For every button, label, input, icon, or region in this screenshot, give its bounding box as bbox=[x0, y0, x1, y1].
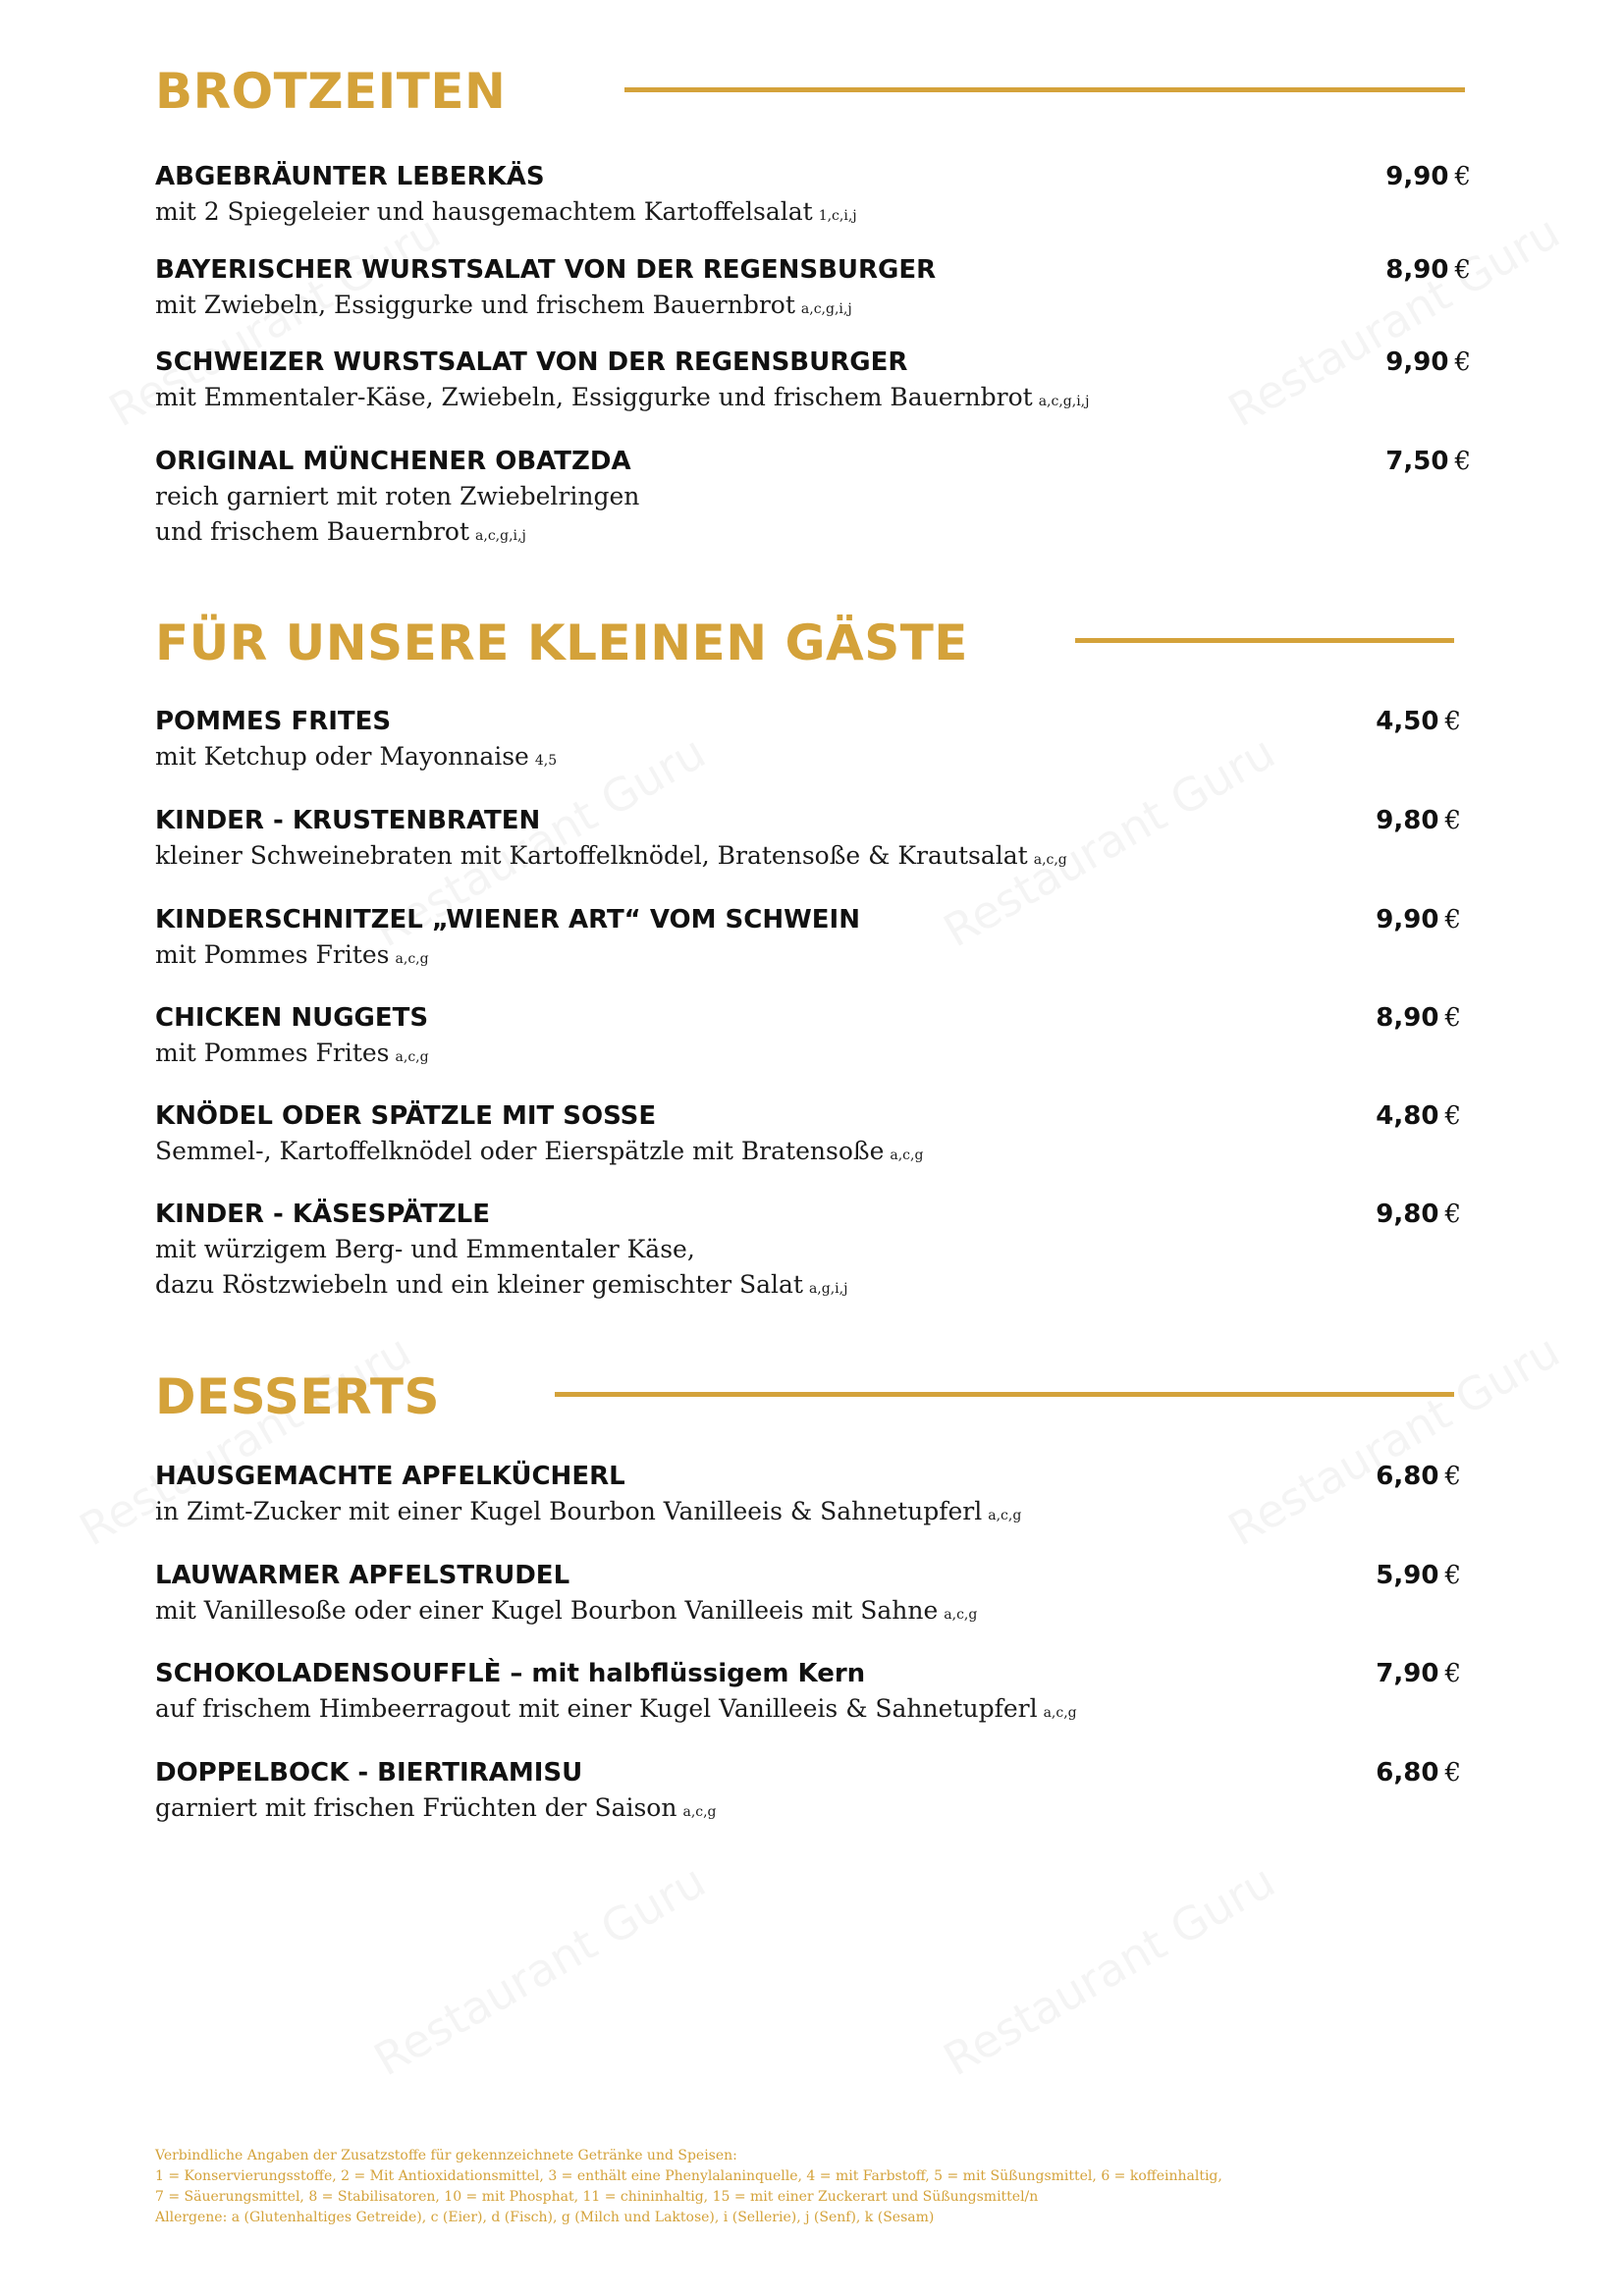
item-name: KINDER - KÄSESPÄTZLE bbox=[155, 1200, 491, 1229]
item-description: mit würzigem Berg- und Emmentaler Käse, bbox=[155, 1235, 695, 1263]
item-description: mit 2 Spiegeleier und hausgemachtem Kartoffelsalat 1,c,i,j bbox=[155, 197, 857, 226]
item-price: 9,90 € bbox=[1385, 162, 1471, 191]
footnote-line: 1 = Konservierungsstoffe, 2 = Mit Antioxidationsmittel, 3 = enthält eine Phenylalaninquelle, 4 = mit Farbstoff, 5 = mit Süßungsmittel, 6 = koffeinhaltig, bbox=[155, 2168, 1222, 2184]
item-allergens: a,c,g,i,j bbox=[1038, 394, 1090, 409]
menu-item bbox=[155, 1197, 1471, 1307]
menu-item bbox=[155, 345, 1471, 419]
item-description: auf frischem Himbeerragout mit einer Kugel Vanilleeis & Sahnetupferl a,c,g bbox=[155, 1694, 1077, 1723]
section-header-kinder bbox=[155, 614, 968, 671]
item-allergens: a,c,g,i,j bbox=[800, 301, 852, 317]
menu-item bbox=[155, 252, 1471, 327]
item-name: KINDERSCHNITZEL „WIENER ART“ VOM SCHWEIN bbox=[155, 905, 860, 934]
item-description: reich garniert mit roten Zwiebelringen bbox=[155, 482, 640, 510]
watermark bbox=[935, 1854, 1284, 2086]
footnote-line: 7 = Säuerungsmittel, 8 = Stabilisatoren, 10 = mit Phosphat, 11 = chininhaltig, 15 = mit einer Zuckerart und Süßungsmittel/n bbox=[155, 2189, 1039, 2205]
footnote-line: Allergene: a (Glutenhaltiges Getreide), c (Eier), d (Fisch), g (Milch und Laktose), i (Sellerie), j (Senf), k (Sesam) bbox=[155, 2210, 935, 2225]
section-header-desserts bbox=[155, 1368, 440, 1425]
item-name: LAUWARMER APFELSTRUDEL bbox=[155, 1561, 570, 1590]
item-description: mit Pommes Frites a,c,g bbox=[155, 940, 429, 969]
item-price: 7,90 € bbox=[1376, 1659, 1461, 1688]
watermark bbox=[365, 1854, 715, 2086]
item-name: KNÖDEL ODER SPÄTZLE MIT SOSSE bbox=[155, 1101, 657, 1131]
item-name: BAYERISCHER WURSTSALAT VON DER REGENSBURGER bbox=[155, 255, 937, 285]
item-allergens: a,c,g bbox=[1033, 852, 1067, 868]
menu-item bbox=[155, 1000, 1471, 1075]
menu-item bbox=[155, 159, 1471, 234]
item-allergens: a,c,g bbox=[395, 1049, 429, 1065]
item-name: SCHOKOLADENSOUFFLÈ – mit halbflüssigem Kern bbox=[155, 1659, 866, 1688]
item-description: in Zimt-Zucker mit einer Kugel Bourbon Vanilleeis & Sahnetupferl a,c,g bbox=[155, 1497, 1022, 1525]
menu-item bbox=[155, 1098, 1471, 1173]
item-price: 8,90 € bbox=[1376, 1003, 1461, 1033]
section-divider bbox=[1075, 638, 1454, 643]
section-header-brotzeiten bbox=[155, 63, 507, 120]
item-name: CHICKEN NUGGETS bbox=[155, 1003, 429, 1033]
item-description: kleiner Schweinebraten mit Kartoffelknödel, Bratensoße & Krautsalat a,c,g bbox=[155, 841, 1067, 870]
item-allergens: a,c,g bbox=[944, 1607, 978, 1623]
item-description: mit Pommes Frites a,c,g bbox=[155, 1039, 429, 1067]
item-price: 9,90 € bbox=[1376, 905, 1461, 934]
item-allergens: 4,5 bbox=[534, 753, 558, 769]
section-divider bbox=[555, 1392, 1454, 1397]
section-title: DESSERTS bbox=[155, 1368, 440, 1425]
menu-item bbox=[155, 704, 1471, 778]
additives-footnote bbox=[155, 2146, 1222, 2228]
item-price: 6,80 € bbox=[1376, 1758, 1461, 1788]
menu-item bbox=[155, 803, 1471, 878]
item-description: garniert mit frischen Früchten der Saison a,c,g bbox=[155, 1793, 717, 1822]
section-title: FÜR UNSERE KLEINEN GÄSTE bbox=[155, 614, 968, 671]
item-description: dazu Röstzwiebeln und ein kleiner gemischter Salat a,g,i,j bbox=[155, 1270, 848, 1299]
section-divider bbox=[624, 87, 1465, 92]
item-description: mit Ketchup oder Mayonnaise 4,5 bbox=[155, 742, 558, 771]
item-description: mit Vanillesoße oder einer Kugel Bourbon Vanilleeis mit Sahne a,c,g bbox=[155, 1596, 978, 1625]
item-price: 4,80 € bbox=[1376, 1101, 1461, 1131]
item-price: 5,90 € bbox=[1376, 1561, 1461, 1590]
menu-item bbox=[155, 1459, 1471, 1533]
item-description: und frischem Bauernbrot a,c,g,i,j bbox=[155, 517, 526, 546]
item-allergens: 1,c,i,j bbox=[818, 208, 857, 224]
item-name: SCHWEIZER WURSTSALAT VON DER REGENSBURGER bbox=[155, 347, 908, 377]
item-allergens: a,c,g bbox=[890, 1148, 924, 1163]
item-price: 9,80 € bbox=[1376, 806, 1461, 835]
item-name: ORIGINAL MÜNCHENER OBATZDA bbox=[155, 447, 631, 476]
menu-item bbox=[155, 444, 1471, 554]
item-allergens: a,c,g bbox=[395, 951, 429, 967]
item-allergens: a,c,g bbox=[682, 1804, 717, 1820]
item-price: 8,90 € bbox=[1385, 255, 1471, 285]
item-allergens: a,c,g bbox=[1043, 1705, 1077, 1721]
item-allergens: a,g,i,j bbox=[808, 1281, 848, 1297]
footnote-line: Verbindliche Angaben der Zusatzstoffe für gekennzeichnete Getränke und Speisen: bbox=[155, 2148, 737, 2163]
item-description: Semmel-, Kartoffelknödel oder Eierspätzle mit Bratensoße a,c,g bbox=[155, 1137, 924, 1165]
section-title: BROTZEITEN bbox=[155, 63, 507, 120]
item-name: KINDER - KRUSTENBRATEN bbox=[155, 806, 541, 835]
item-price: 6,80 € bbox=[1376, 1462, 1461, 1491]
item-description: mit Emmentaler-Käse, Zwiebeln, Essiggurke und frischem Bauernbrot a,c,g,i,j bbox=[155, 383, 1090, 411]
menu-item bbox=[155, 902, 1471, 977]
menu-item bbox=[155, 1656, 1471, 1731]
item-name: POMMES FRITES bbox=[155, 707, 392, 736]
item-name: ABGEBRÄUNTER LEBERKÄS bbox=[155, 162, 545, 191]
item-name: HAUSGEMACHTE APFELKÜCHERL bbox=[155, 1462, 625, 1491]
item-price: 7,50 € bbox=[1385, 447, 1471, 476]
item-allergens: a,c,g bbox=[988, 1508, 1022, 1523]
item-price: 9,80 € bbox=[1376, 1200, 1461, 1229]
item-price: 4,50 € bbox=[1376, 707, 1461, 736]
item-name: DOPPELBOCK - BIERTIRAMISU bbox=[155, 1758, 583, 1788]
menu-item bbox=[155, 1558, 1471, 1632]
item-price: 9,90 € bbox=[1385, 347, 1471, 377]
item-description: mit Zwiebeln, Essiggurke und frischem Bauernbrot a,c,g,i,j bbox=[155, 291, 852, 319]
menu-item bbox=[155, 1755, 1471, 1830]
item-allergens: a,c,g,i,j bbox=[475, 528, 526, 544]
